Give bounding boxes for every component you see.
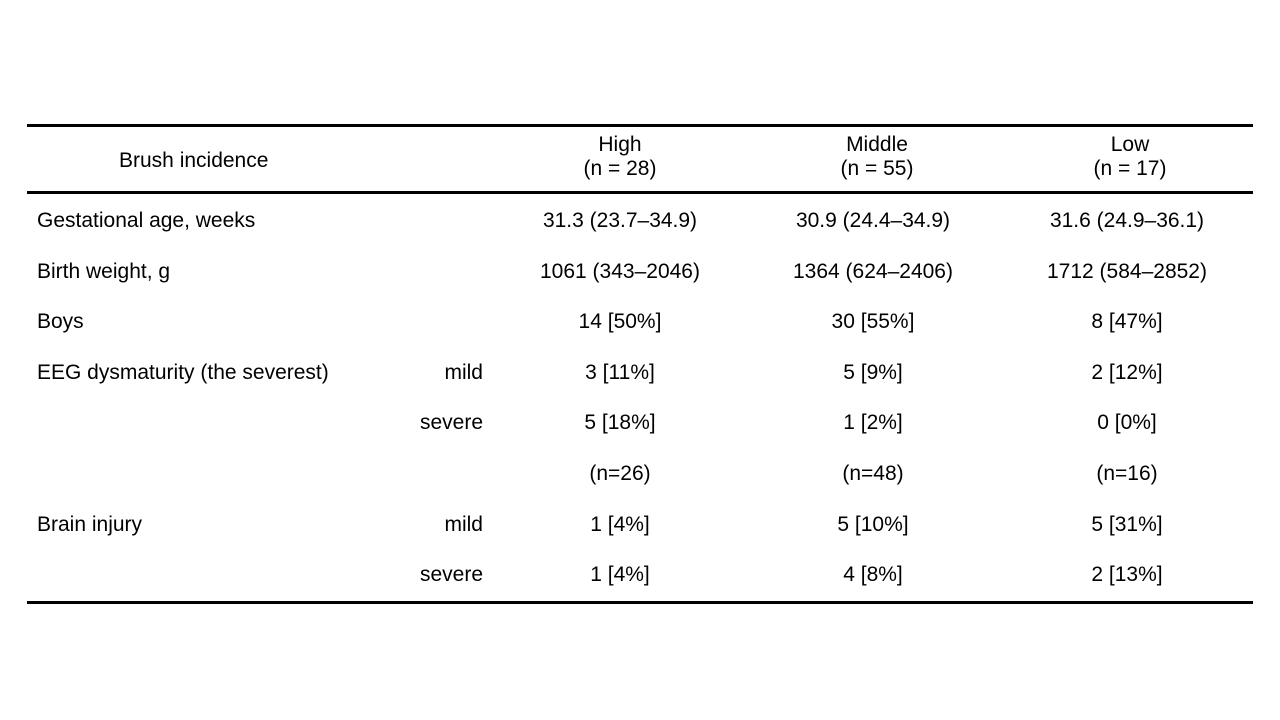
value-low: 31.6 (24.9–36.1) xyxy=(1049,209,1205,232)
table-row xyxy=(27,398,1253,449)
column-name: Middle xyxy=(846,133,908,156)
row-sublabel: severe xyxy=(419,411,483,435)
table-header xyxy=(27,127,1253,191)
table-row xyxy=(27,348,1253,399)
column-n: (n = 17) xyxy=(1093,157,1167,180)
value-middle: 30.9 (24.4–34.9) xyxy=(795,209,951,232)
value-low: 5 [31%] xyxy=(1091,512,1163,536)
table-row xyxy=(27,297,1253,348)
value-high: 5 [18%] xyxy=(584,411,656,435)
row-label: Brain injury xyxy=(37,512,143,536)
column-header-low xyxy=(1010,133,1250,181)
value-high: 3 [11%] xyxy=(585,360,655,384)
table-row xyxy=(27,449,1253,500)
column-name: Low xyxy=(1110,133,1150,156)
value-middle: (n=48) xyxy=(842,461,904,485)
value-high: 1 [4%] xyxy=(590,512,650,536)
bottom-rule xyxy=(27,601,1253,604)
value-middle: 30 [55%] xyxy=(831,310,915,334)
table-row xyxy=(27,550,1253,601)
value-high: 1 [4%] xyxy=(590,563,650,587)
data-table xyxy=(27,124,1253,604)
row-label: Birth weight, g xyxy=(37,259,171,283)
value-high: 14 [50%] xyxy=(578,310,662,334)
value-low: 8 [47%] xyxy=(1091,310,1163,334)
row-sublabel: severe xyxy=(419,563,483,587)
value-middle: 4 [8%] xyxy=(843,563,903,587)
row-label: EEG dysmaturity (the severest) xyxy=(37,360,329,384)
table-row xyxy=(27,196,1253,247)
column-n: (n = 55) xyxy=(840,157,914,180)
value-high: 31.3 (23.7–34.9) xyxy=(542,209,698,232)
value-high: 1061 (343–2046) xyxy=(540,259,700,283)
value-low: 2 [13%] xyxy=(1091,563,1163,587)
table-row xyxy=(27,500,1253,551)
column-name: High xyxy=(598,133,642,156)
value-middle: 1 [2%] xyxy=(843,411,903,435)
row-sublabel: mild xyxy=(444,360,483,384)
value-middle: 5 [10%] xyxy=(837,512,909,536)
header-label: Brush incidence xyxy=(119,149,269,172)
value-low: 0 [0%] xyxy=(1097,411,1157,435)
value-middle: 5 [9%] xyxy=(843,360,903,384)
row-sublabel: mild xyxy=(444,512,483,536)
column-header-high xyxy=(500,133,740,181)
value-low: 1712 (584–2852) xyxy=(1047,259,1207,283)
value-high: (n=26) xyxy=(589,461,651,485)
row-label: Boys xyxy=(37,310,84,334)
value-low: 2 [12%] xyxy=(1091,360,1163,384)
column-header-middle xyxy=(757,133,997,181)
table-row xyxy=(27,247,1253,298)
value-low: (n=16) xyxy=(1096,461,1158,485)
row-label: Gestational age, weeks xyxy=(37,209,256,232)
table-body xyxy=(27,194,1253,601)
value-middle: 1364 (624–2406) xyxy=(793,259,953,283)
column-n: (n = 28) xyxy=(583,157,657,180)
